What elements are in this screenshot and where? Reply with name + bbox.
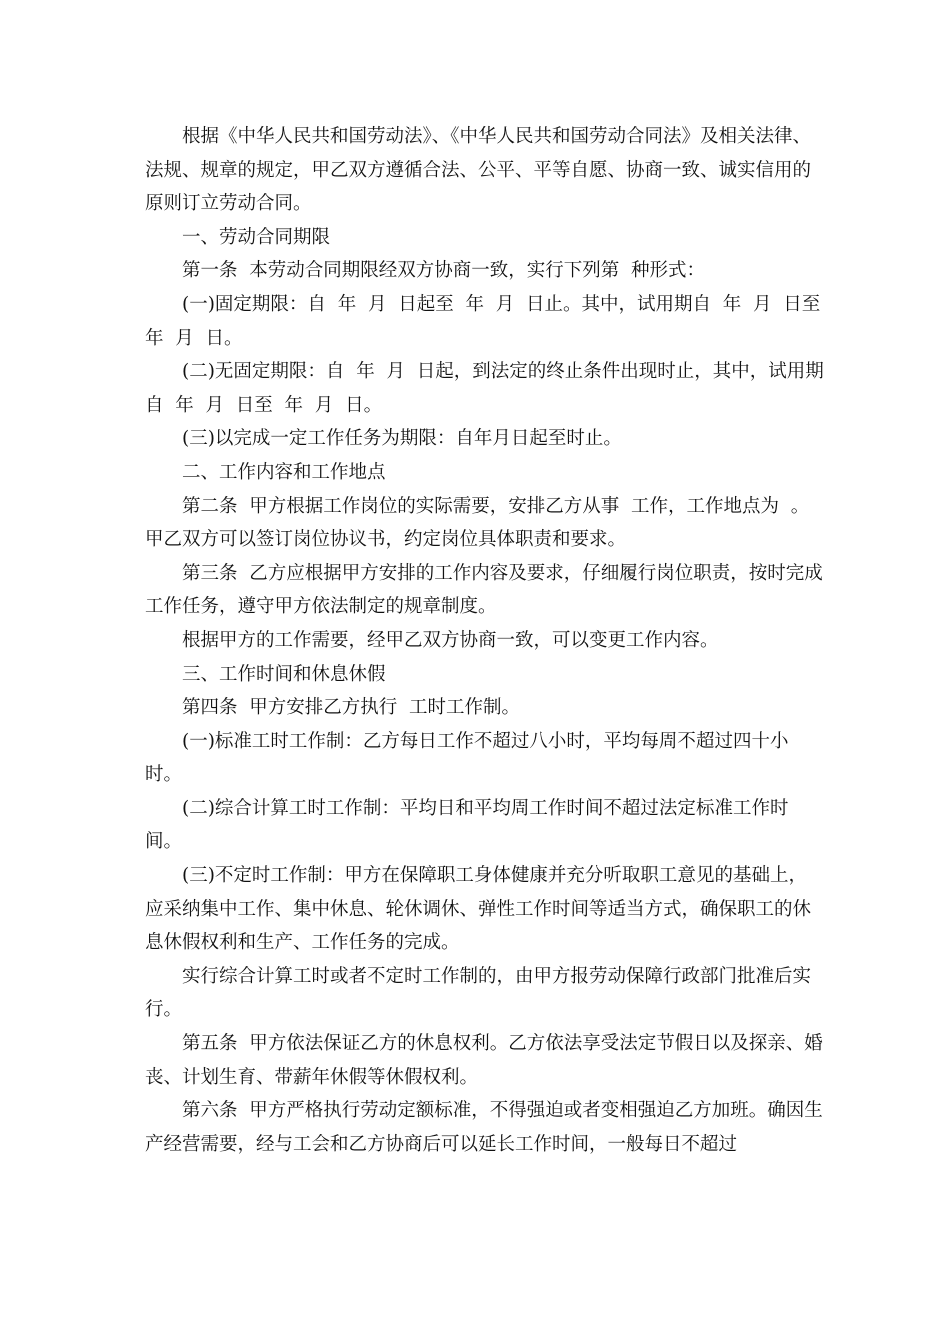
article-1-item-3: (三)以完成一定工作任务为期限：自年月日起至时止。 [182, 428, 622, 450]
section-heading-work-content: 二、工作内容和工作地点 [182, 461, 386, 483]
article-3: 第三条 乙方应根据甲方安排的工作内容及要求，仔细履行岗位职责，按时完成工作任务，遵守甲方依法制定的规章制度。 [145, 562, 823, 618]
article-4-note: 实行综合计算工时或者不定时工作制的，由甲方报劳动保障行政部门批准后实行。 [145, 965, 812, 1021]
article-5: 第五条 甲方依法保证乙方的休息权利。乙方依法享受法定节假日以及探亲、婚丧、计划生育、带薪年休假等休假权利。 [145, 1033, 823, 1088]
article-4-item-2: (二)综合计算工时工作制：平均日和平均周工作时间不超过法定标准工作时间。 [145, 797, 789, 853]
article-4-item-3: (三)不定时工作制：甲方在保障职工身体健康并充分听取职工意见的基础上，应采纳集中工作、集中休息、轮休调休、弹性工作时间等适当方式，确保职工的休息休假权利和生产、工作任务的完成。 [145, 865, 812, 954]
article-1: 第一条 本劳动合同期限经双方协商一致，实行下列第 种形式： [182, 260, 706, 282]
intro-paragraph: 根据《中华人民共和国劳动法》、《中华人民共和国劳动合同法》及相关法律、法规、规章的规定，甲乙双方遵循合法、公平、平等自愿、协商一致、诚实信用的原则订立劳动合同。 [145, 126, 812, 215]
section-heading-contract-term: 一、劳动合同期限 [182, 226, 331, 248]
article-2: 第二条 甲方根据工作岗位的实际需要，安排乙方从事 工作，工作地点为 。甲乙双方可以签订岗位协议书，约定岗位具体职责和要求。 [145, 495, 810, 551]
section-heading-working-hours: 三、工作时间和休息休假 [182, 663, 386, 685]
article-4-item-1: (一)标准工时工作制：乙方每日工作不超过八小时，平均每周不超过四十小时。 [145, 730, 789, 786]
document-body [145, 120, 833, 1161]
article-1-item-1: (一)固定期限：自 年 月 日起至 年 月 日止。其中，试用期自 年 月 日至 年 月 日。 [145, 293, 833, 349]
article-4: 第四条 甲方安排乙方执行 工时工作制。 [182, 697, 521, 719]
article-1-item-2: (二)无固定期限：自 年 月 日起，到法定的终止条件出现时止，其中，试用期自 年 月 日至 年 月 日。 [145, 361, 824, 416]
article-6: 第六条 甲方严格执行劳动定额标准，不得强迫或者变相强迫乙方加班。确因生产经营需要，经与工会和乙方协商后可以延长工作时间，一般每日不超过 [145, 1100, 823, 1155]
article-3-note: 根据甲方的工作需要，经甲乙双方协商一致，可以变更工作内容。 [182, 629, 719, 651]
